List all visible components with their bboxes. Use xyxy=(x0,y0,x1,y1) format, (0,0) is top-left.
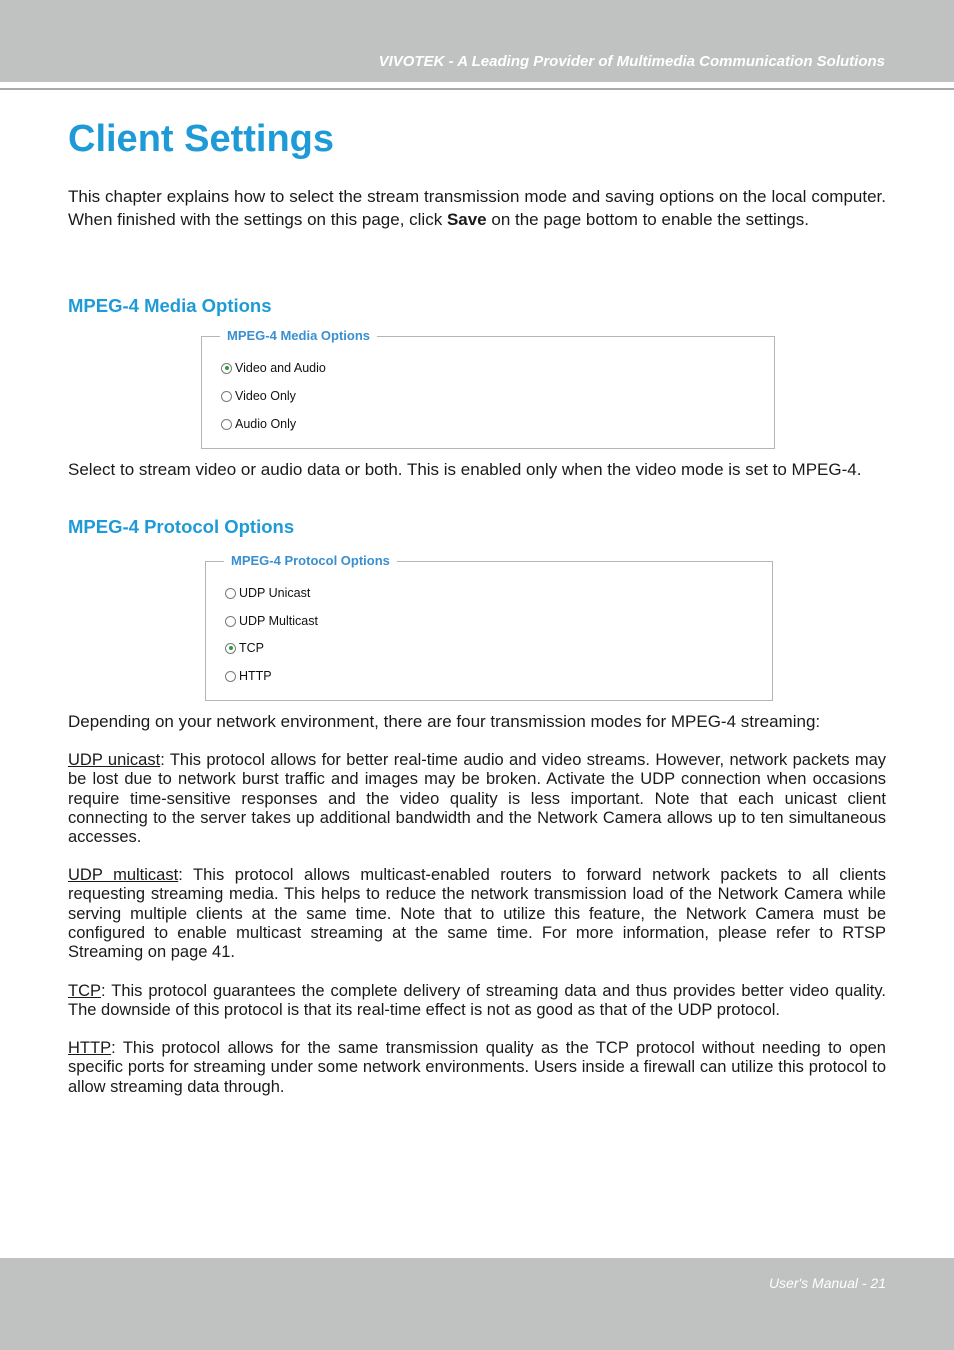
radio-selected-icon[interactable] xyxy=(221,363,232,374)
protocol-option-http[interactable] xyxy=(225,669,272,683)
desc-http xyxy=(68,1039,886,1097)
desc-tcp xyxy=(68,982,886,1021)
radio-icon[interactable] xyxy=(221,419,232,430)
header-divider xyxy=(0,88,954,90)
protocol-options-legend: MPEG-4 Protocol Options xyxy=(224,553,397,568)
term-tcp: TCP xyxy=(68,982,101,1000)
media-option-video-audio[interactable] xyxy=(221,361,326,375)
option-label: UDP Unicast xyxy=(239,586,311,600)
media-options-heading: MPEG-4 Media Options xyxy=(68,295,272,316)
desc-udp-unicast xyxy=(68,751,886,847)
radio-icon[interactable] xyxy=(225,616,236,627)
media-options-note: Select to stream video or audio data or both. This is enabled only when the video mode is set to MPEG-4. xyxy=(68,460,862,479)
radio-icon[interactable] xyxy=(225,588,236,599)
protocol-options-group xyxy=(205,553,773,701)
header-tagline: VIVOTEK - A Leading Provider of Multimedia Communication Solutions xyxy=(378,53,885,70)
footer-page-label: User's Manual - 21 xyxy=(768,1275,886,1291)
radio-selected-icon[interactable] xyxy=(225,643,236,654)
radio-icon[interactable] xyxy=(221,391,232,402)
option-label: Audio Only xyxy=(235,417,297,431)
option-label: TCP xyxy=(239,641,264,655)
protocol-options-heading: MPEG-4 Protocol Options xyxy=(68,516,295,537)
radio-icon[interactable] xyxy=(225,671,236,682)
desc-text: : This protocol allows multicast-enabled routers to forward network packets to all clients requesting streaming media. This helps to reduce the network transmission load of the Network Camera while serving multiple clients at the same time. Note that to utilize this feature, the Network Camera must be configured to enable multicast streaming at the same time. For more information, please refer to RTSP Streaming on page 41. xyxy=(68,866,886,962)
desc-text: : This protocol guarantees the complete delivery of streaming data and thus provides better video quality. The downside of this protocol is that its real-time effect is not as good as that of the UDP protocol. xyxy=(68,982,886,1020)
footer-band xyxy=(0,1258,954,1350)
term-http: HTTP xyxy=(68,1039,112,1057)
media-options-group xyxy=(201,328,775,449)
intro-text-2: on the page bottom to enable the settings. xyxy=(486,209,809,229)
option-label: Video Only xyxy=(235,389,296,403)
desc-text: : This protocol allows for better real-time audio and video streams. However, network packets may be lost due to network burst traffic and images may be broken. Activate the UDP connection when occasions require time-sensitive responses and the video quality is less important. Note that each unicast client connecting to the server takes up additional bandwidth and the Network Camera allows up to ten simultaneous accesses. xyxy=(68,751,887,847)
protocol-option-tcp[interactable] xyxy=(225,641,264,655)
protocol-option-udp-unicast[interactable] xyxy=(225,586,310,600)
media-options-legend: MPEG-4 Media Options xyxy=(220,328,377,343)
option-label: Video and Audio xyxy=(235,361,326,375)
desc-text: : This protocol allows for the same transmission quality as the TCP protocol without needing to open specific ports for streaming under some network environments. Users inside a firewall can utilize this protocol to allow streaming data through. xyxy=(68,1039,886,1096)
intro-bold-save: Save xyxy=(446,209,487,229)
media-option-video-only[interactable] xyxy=(221,389,296,403)
term-udp-unicast: UDP unicast xyxy=(68,751,161,769)
intro-text-1: This chapter explains how to select the stream transmission mode and saving options on the local computer. When finished with the settings on this page, click xyxy=(68,187,886,229)
media-option-audio-only[interactable] xyxy=(221,417,296,431)
option-label: HTTP xyxy=(239,669,272,683)
term-udp-multicast: UDP multicast xyxy=(68,866,179,884)
desc-udp-multicast xyxy=(68,866,886,962)
option-label: UDP Multicast xyxy=(239,614,318,628)
intro-paragraph xyxy=(68,186,886,231)
protocol-option-udp-multicast[interactable] xyxy=(225,614,318,628)
protocol-intro: Depending on your network environment, there are four transmission modes for MPEG-4 streaming: xyxy=(68,712,821,731)
page-title: Client Settings xyxy=(68,118,335,160)
